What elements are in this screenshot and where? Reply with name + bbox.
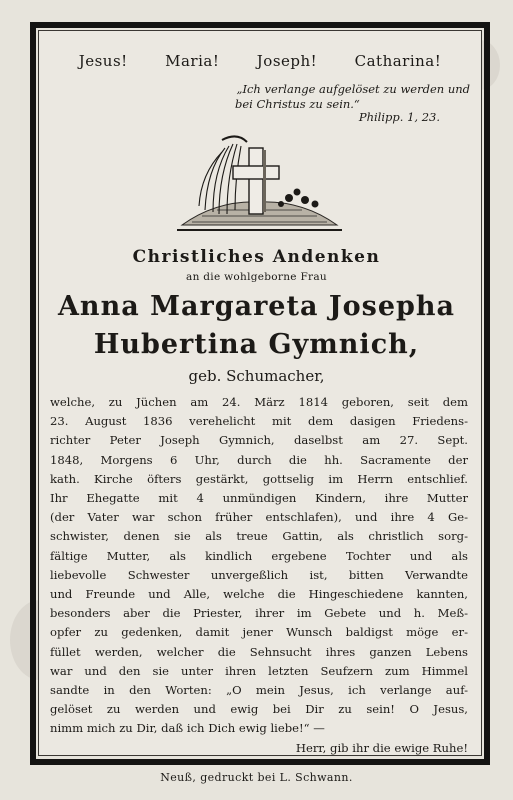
body-line: (der Vater war schon früher entschlafen), und ihre 4 Ge- — [50, 510, 468, 525]
grave-cross-illustration — [177, 130, 342, 240]
invocation-name: Catharina! — [354, 52, 442, 70]
invocation-name: Jesus! — [78, 52, 128, 70]
invocation-name: Maria! — [165, 52, 220, 70]
body-line: richter Peter Joseph Gymnich, daselbst am 27. Sept. — [50, 433, 468, 448]
body-line: 23. August 1836 verehelicht mit dem dasigen Friedens- — [50, 414, 468, 429]
body-line: kath. Kirche öfters gestärkt, gottselig im Herrn entschlief. — [50, 471, 468, 486]
deceased-name-line2: Hubertina Gymnich, — [93, 329, 420, 360]
epigraph-line: bei Christus zu sein.“ — [235, 97, 360, 111]
epigraph-line: „Ich verlange aufgelöset zu werden und — [236, 82, 470, 96]
body-line: füllet werden, welcher die Sehnsucht ihres ganzen Lebens — [50, 644, 468, 659]
closing-prayer: Herr, gib ihr die ewige Ruhe! — [295, 740, 468, 755]
body-line: war und den sie unter ihren letzten Seufzern zum Himmel — [50, 663, 468, 678]
body-line: sandte in den Worten: „O mein Jesus, ich verlange auf- — [50, 683, 468, 698]
obituary-body — [50, 393, 468, 758]
printer-imprint: Neuß, gedruckt bei L. Schwann. — [160, 771, 353, 784]
epigraph-quote — [195, 82, 470, 112]
birth-name: geb. Schumacher, — [188, 367, 325, 385]
invocation-name: Joseph! — [256, 52, 318, 70]
body-line: liebevolle Schwester unvergeßlich ist, bitten Verwandte — [50, 567, 468, 582]
body-line: und Freunde und Alle, welche die Hingeschiedene kannten, — [50, 587, 468, 602]
body-line: nimm mich zu Dir, daß ich Dich ewig liebe!“ — — [50, 721, 325, 736]
body-line: 1848, Morgens 6 Uhr, durch die hh. Sacramente der — [50, 452, 468, 467]
deceased-name-line1: Anna Margareta Josepha — [57, 291, 456, 322]
title-andenken: Christliches Andenken — [132, 247, 381, 267]
body-line: Ihr Ehegatte mit 4 unmündigen Kindern, ihre Mutter — [50, 491, 468, 506]
header-invocation — [60, 52, 460, 70]
body-line: opfer zu gedenken, damit jener Wunsch baldigst möge er- — [50, 625, 468, 640]
body-line: schwister, denen sie als treue Gattin, als christlich sorg- — [50, 529, 468, 544]
dedication-line: an die wohlgeborne Frau — [186, 271, 327, 283]
body-line: gelöset zu werden und ewig bei Dir zu sein! O Jesus, — [50, 702, 468, 717]
epigraph-source: Philipp. 1, 23. — [358, 110, 440, 124]
body-line: besonders aber die Priester, ihrer im Gebete und h. Meß- — [50, 606, 468, 621]
body-line: fältige Mutter, als kindlich ergebene Tochter und als — [50, 548, 468, 563]
body-line: welche, zu Jüchen am 24. März 1814 geboren, seit dem — [50, 395, 468, 409]
